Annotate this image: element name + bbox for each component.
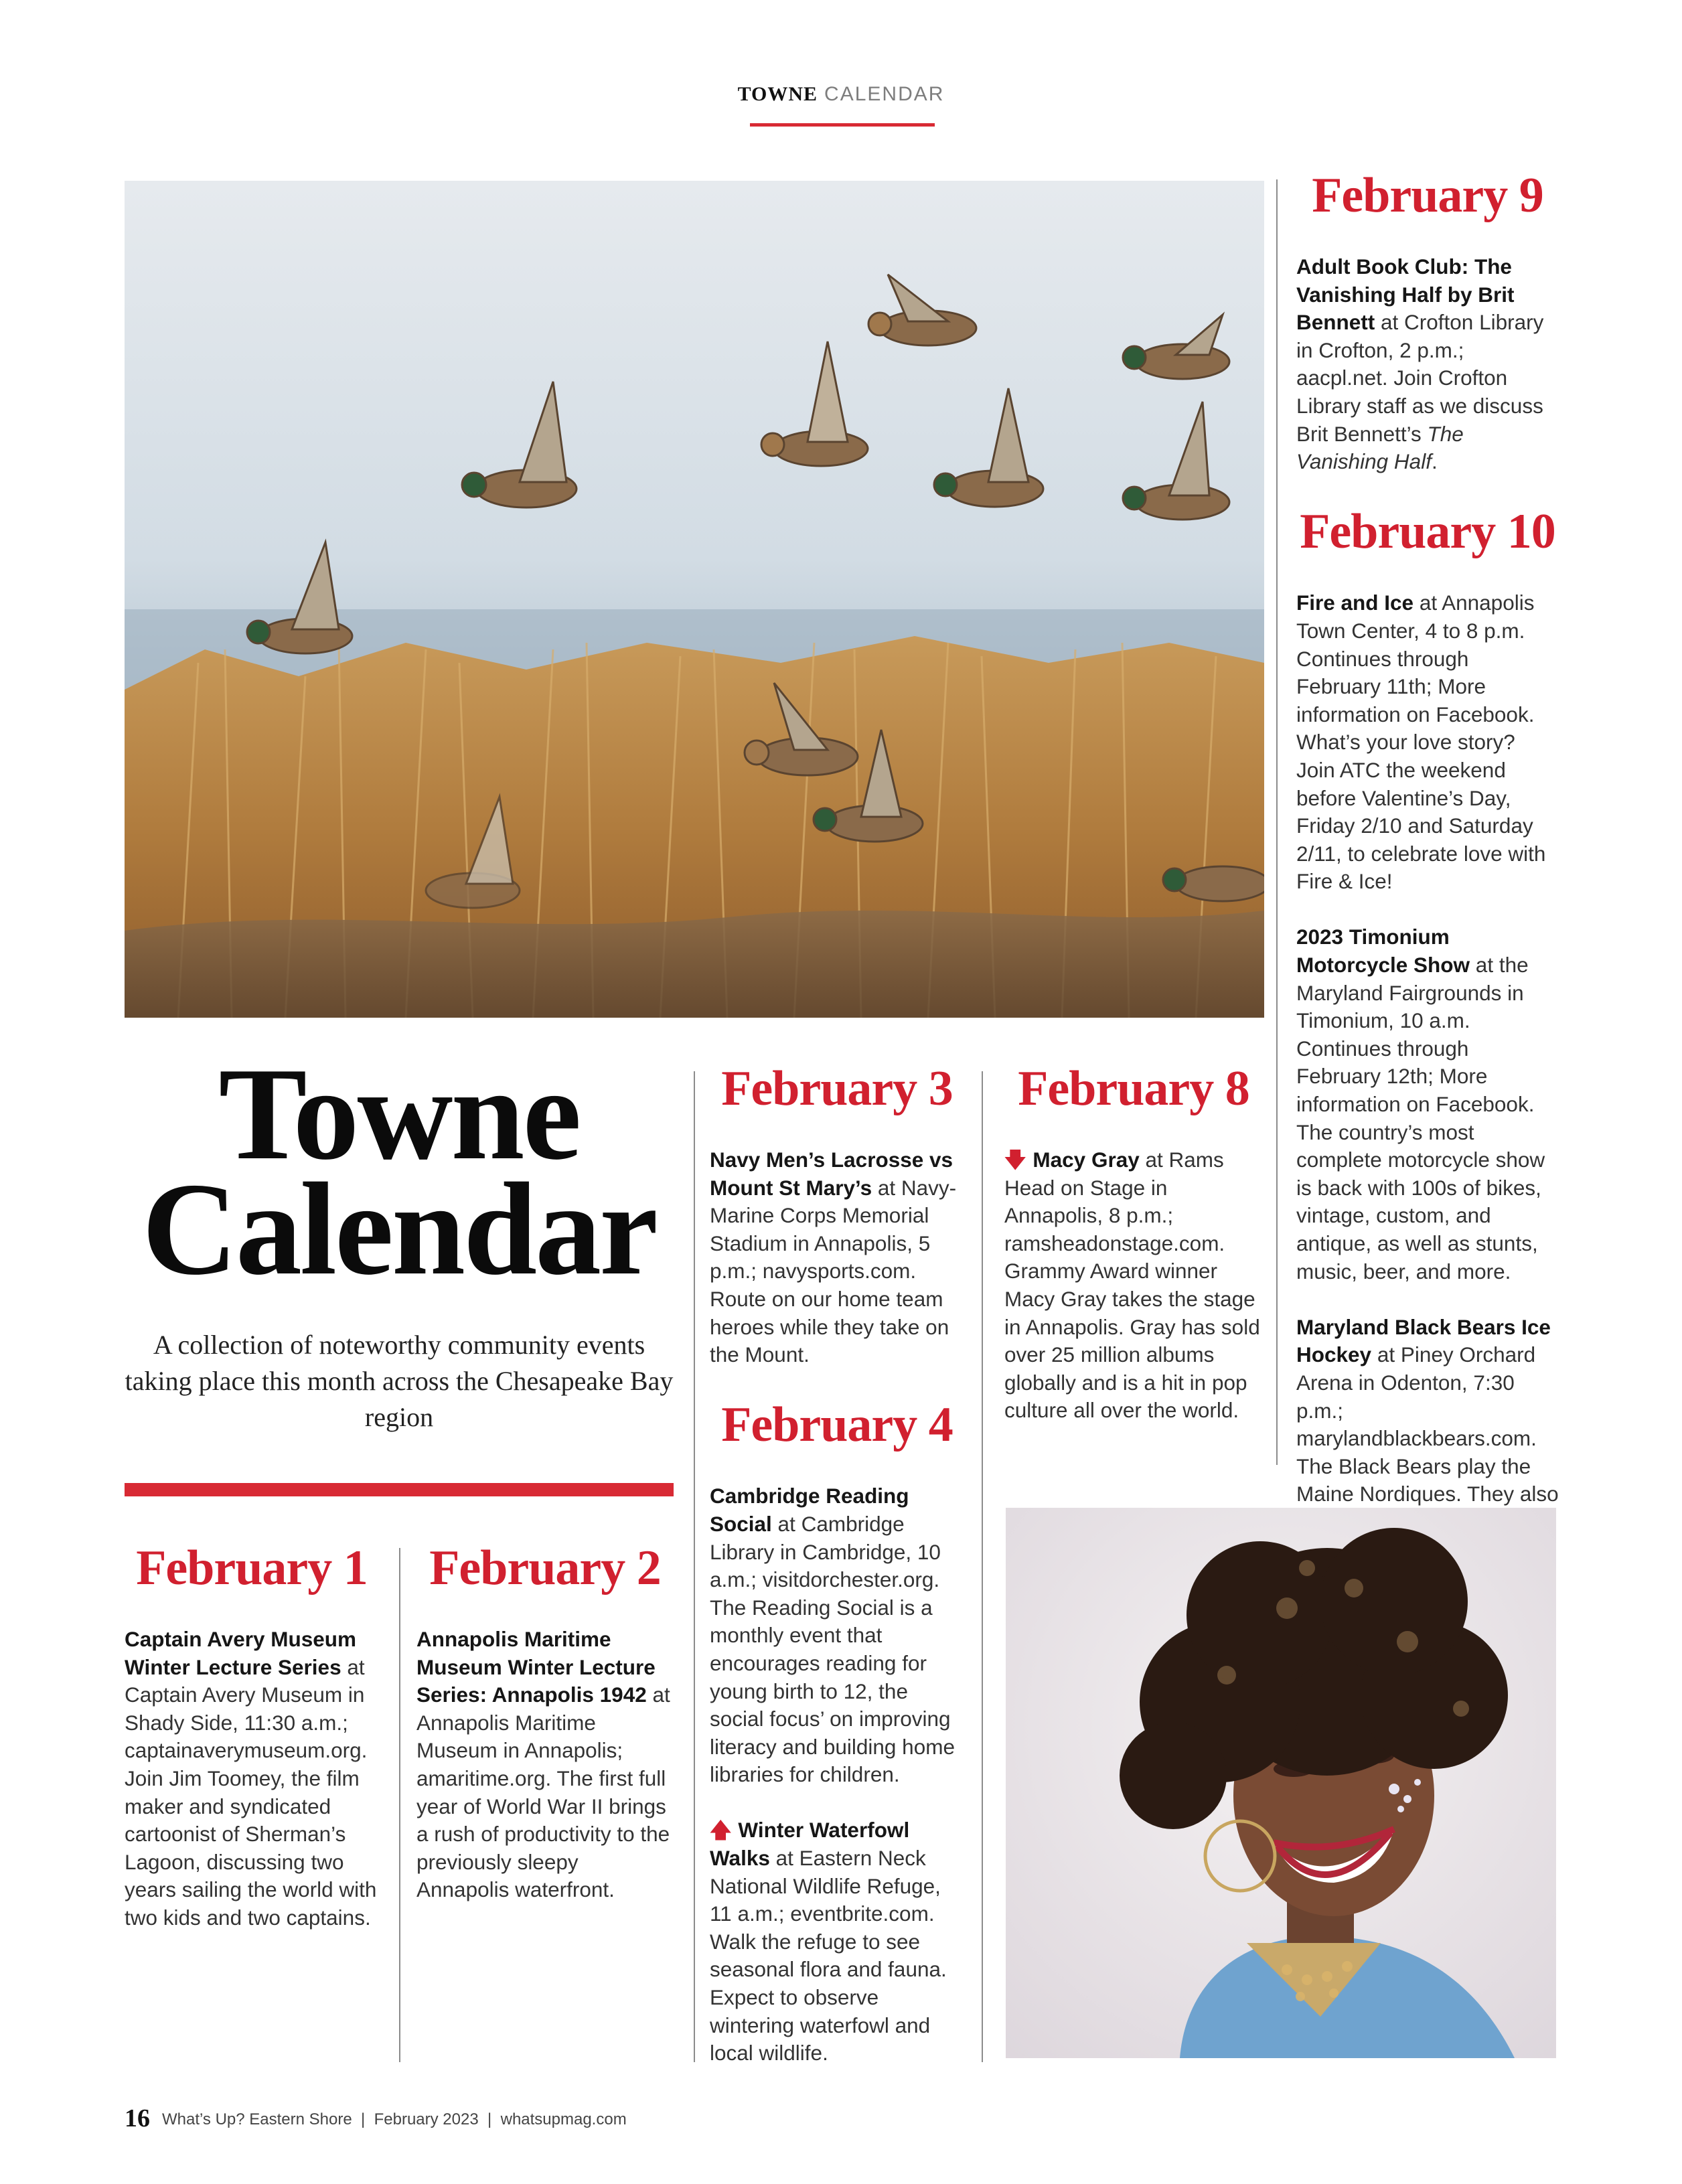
event-entry	[1296, 589, 1559, 896]
day-feb2	[416, 1540, 674, 1904]
header-underline	[750, 123, 935, 127]
duck-photo	[125, 181, 1264, 1018]
day-feb9-feb10	[1296, 167, 1559, 1564]
event-entry	[1296, 253, 1559, 476]
event-title: Winter Waterfowl Walks	[710, 1818, 910, 1871]
event-entry	[710, 1816, 964, 2067]
event-title: Cambridge Reading Social	[710, 1484, 909, 1536]
event-entry	[416, 1626, 674, 1904]
page-footer	[125, 2104, 627, 2133]
page-number: 16	[125, 2104, 150, 2132]
event-body: at Captain Avery Museum in Shady Side, 11:30 a.m.; captainaverymuseum.org. Join Jim Toomey, the film maker and syndicated cartoonist of Sherman’s Lagoon, discussing two years sailing the world with two kids and two captains.	[125, 1654, 377, 1930]
header-section: CALENDAR	[824, 83, 945, 105]
event-body: at Rams Head on Stage in Annapolis, 8 p.m.; ramsheadonstage.com. Grammy Award winner Macy Gray takes the stage in Annapolis. Gray has sold over 25 million albums globally and is a hit in pop culture all over the world.	[1004, 1148, 1260, 1423]
event-title: Macy Gray	[1033, 1148, 1140, 1172]
day-feb8	[1004, 1061, 1263, 1425]
page-title	[125, 1040, 674, 1302]
event-title: Annapolis Maritime Museum Winter Lecture Series: Annapolis 1942	[416, 1627, 656, 1707]
event-entry	[710, 1146, 964, 1369]
day-feb1	[125, 1540, 379, 1932]
macy-gray-photo	[1006, 1508, 1556, 2058]
day-feb3-feb4	[710, 1061, 964, 2068]
event-body: at Navy-Marine Corps Memorial Stadium in Annapolis, 5 p.m.; navysports.com. Route on our home team heroes while they take on the Mount.	[710, 1175, 957, 1367]
event-title: Navy Men’s Lacrosse vs Mount St Mary’s	[710, 1148, 953, 1200]
event-body: at Crofton Library in Crofton, 2 p.m.; aacpl.net. Join Crofton Library staff as we discuss Brit Bennett’s	[1296, 310, 1544, 446]
event-body: at Annapolis Town Center, 4 to 8 p.m. Continues through February 11th; More information on Facebook. What’s your love story? Join ATC the weekend before Valentine’s Day, Friday 2/10 and Saturday 2/11, to celebrate love with Fire & Ice!	[1296, 591, 1546, 894]
event-title: Adult Book Club: The Vanishing Half by Brit Bennett	[1296, 254, 1515, 335]
date-heading: February 8	[1018, 1061, 1249, 1116]
column-divider	[694, 1071, 695, 2062]
event-entry	[710, 1482, 964, 1789]
page-title-line1: Towne	[218, 1040, 580, 1187]
event-entry	[125, 1626, 379, 1932]
event-body: at Eastern Neck National Wildlife Refuge, 11 a.m.; eventbrite.com. Walk the refuge to see seasonal flora and fauna. Expect to observe wintering waterfowl and local wildlife.	[710, 1846, 947, 2065]
event-body-tail: .	[1431, 449, 1438, 474]
footer-text: What’s Up? Eastern Shore | February 2023 | whatsupmag.com	[162, 2110, 627, 2128]
date-heading: February 4	[721, 1397, 953, 1453]
column-divider	[399, 1548, 400, 2062]
event-title: Maryland Black Bears Ice Hockey	[1296, 1314, 1551, 1367]
event-body: at Annapolis Maritime Museum in Annapolis; amaritime.org. The first full year of World War II brings a rush of productivity to the previously sleepy Annapolis waterfront.	[416, 1683, 670, 1902]
event-title: Fire and Ice	[1296, 591, 1414, 615]
date-heading: February 10	[1300, 504, 1555, 560]
page-subtitle: A collection of noteworthy community events taking place this month across the Chesapeake Bay region	[125, 1330, 674, 1432]
event-entry	[1296, 923, 1559, 1285]
column-divider	[982, 1071, 983, 2062]
section-header	[0, 83, 1682, 106]
event-body: at Piney Orchard Arena in Odenton, 7:30 p.m.; marylandblackbears.com. The Black Bears play the Maine Nordiques. They also	[1296, 1342, 1559, 1506]
arrow-up-icon: 🡅	[710, 1818, 732, 1843]
arrow-down-icon: 🡇	[1004, 1148, 1026, 1172]
date-heading: February 9	[1312, 168, 1543, 223]
date-heading: February 1	[136, 1541, 368, 1595]
date-heading: February 3	[721, 1061, 953, 1116]
event-title: 2023 Timonium Motorcycle Show	[1296, 925, 1470, 978]
event-body: at the Maryland Fairgrounds in Timonium, 10 a.m. Continues through February 12th; More information on Facebook. The country’s most complete motorcycle show is back with 100s of bikes, vintage, custom, and antique, as well as stunts, music, beer, and more.	[1296, 953, 1545, 1283]
title-rule	[125, 1483, 674, 1496]
header-brand: TOWNE	[737, 83, 818, 105]
page-title-line2: Calendar	[142, 1156, 656, 1302]
event-title: Captain Avery Museum Winter Lecture Series	[125, 1627, 357, 1679]
book-title: The Vanishing Half	[1296, 421, 1464, 474]
column-divider	[1276, 179, 1278, 1465]
date-heading: February 2	[429, 1541, 661, 1595]
event-entry	[1004, 1146, 1263, 1425]
event-body: at Cambridge Library in Cambridge, 10 a.m.; visitdorchester.org. The Reading Social is a monthly event that encourages reading for young birth to 12, the social focus’ on improving literacy and building home libraries for children.	[710, 1511, 955, 1787]
